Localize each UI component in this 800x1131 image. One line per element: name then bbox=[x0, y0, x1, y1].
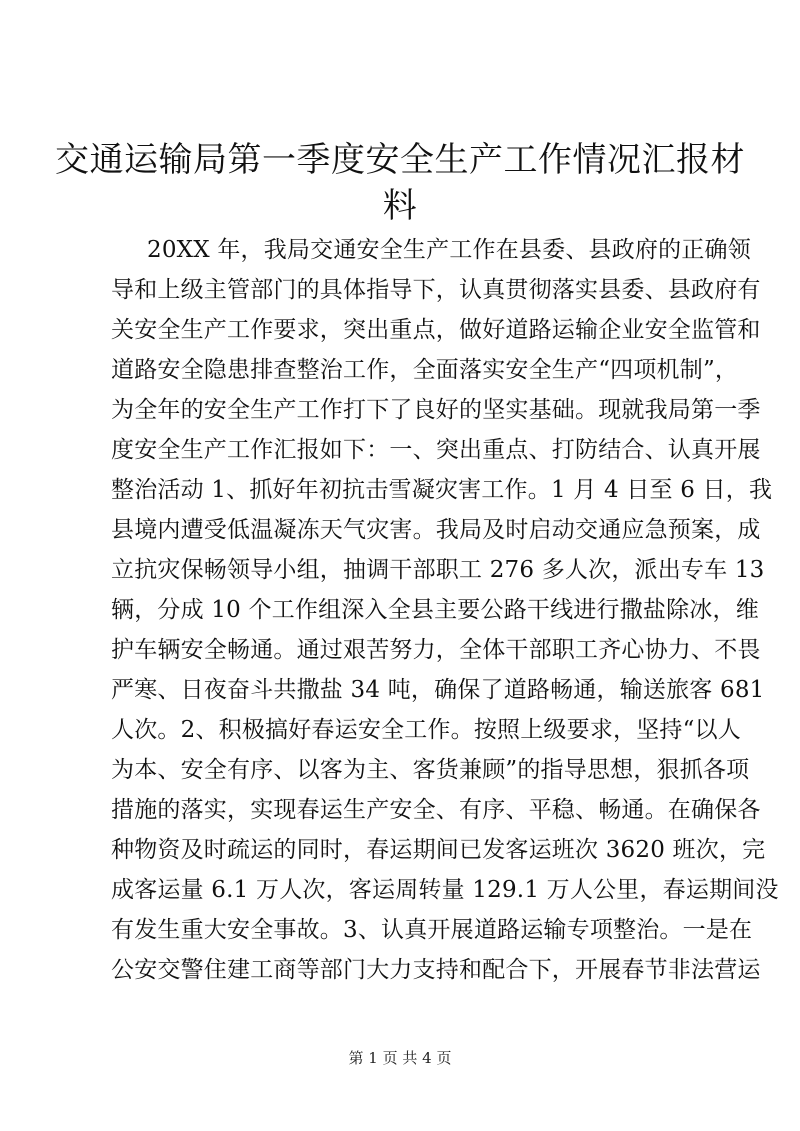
paragraph-line-13: 人次。2、积极搞好春运安全工作。按照上级要求，坚持“以人 bbox=[111, 717, 741, 743]
paragraph-line-11: 护车辆安全畅通。通过艰苦努力，全体干部职工齐心协力、不畏 bbox=[111, 637, 761, 663]
paragraph-line-5: 为全年的安全生产工作打下了良好的坚实基础。现就我局第一季 bbox=[111, 397, 761, 423]
paragraph-line-2: 导和上级主管部门的具体指导下，认真贯彻落实县委、县政府有 bbox=[111, 277, 761, 303]
paragraph-line-17: 成客运量 6.1 万人次，客运周转量 129.1 万人公里，春运期间没 bbox=[111, 877, 779, 903]
paragraph-line-12: 严寒、日夜奋斗共撒盐 34 吨，确保了道路畅通，输送旅客 681 bbox=[111, 677, 765, 703]
document-title-line-2: 料 bbox=[382, 186, 418, 226]
paragraph-line-1: 20XX 年，我局交通安全生产工作在县委、县政府的正确领 bbox=[147, 237, 751, 263]
paragraph-line-16: 种物资及时疏运的同时，春运期间已发客运班次 3620 班次，完 bbox=[111, 837, 766, 863]
paragraph-line-3: 关安全生产工作要求，突出重点，做好道路运输企业安全监管和 bbox=[111, 317, 761, 343]
paragraph-line-10: 辆，分成 10 个工作组深入全县主要公路干线进行撒盐除冰，维 bbox=[111, 597, 759, 623]
paragraph-line-4: 道路安全隐患排查整治工作，全面落实安全生产“四项机制”， bbox=[111, 357, 739, 383]
paragraph-line-9: 立抗灾保畅领导小组，抽调干部职工 276 多人次，派出专车 13 bbox=[111, 557, 765, 583]
paragraph-line-15: 措施的落实，实现春运生产安全、有序、平稳、畅通。在确保各 bbox=[111, 797, 761, 823]
paragraph-line-14: 为本、安全有序、以客为主、客货兼顾”的指导思想，狠抓各项 bbox=[111, 757, 750, 783]
paragraph-line-18: 有发生重大安全事故。3、认真开展道路运输专项整治。一是在 bbox=[111, 917, 753, 943]
paragraph-line-19: 公安交警住建工商等部门大力支持和配合下，开展春节非法营运 bbox=[111, 957, 761, 983]
page-footer: 第 1 页 共 4 页 bbox=[348, 1049, 452, 1067]
paragraph-line-8: 县境内遭受低温凝冻天气灾害。我局及时启动交通应急预案，成 bbox=[111, 517, 761, 543]
document-title-line-1: 交通运输局第一季度安全生产工作情况汇报材 bbox=[55, 140, 745, 180]
paragraph-line-6: 度安全生产工作汇报如下：一、突出重点、打防结合、认真开展 bbox=[111, 437, 761, 463]
paragraph-line-7: 整治活动 1、抓好年初抗击雪凝灾害工作。1 月 4 日至 6 日，我 bbox=[111, 477, 773, 503]
